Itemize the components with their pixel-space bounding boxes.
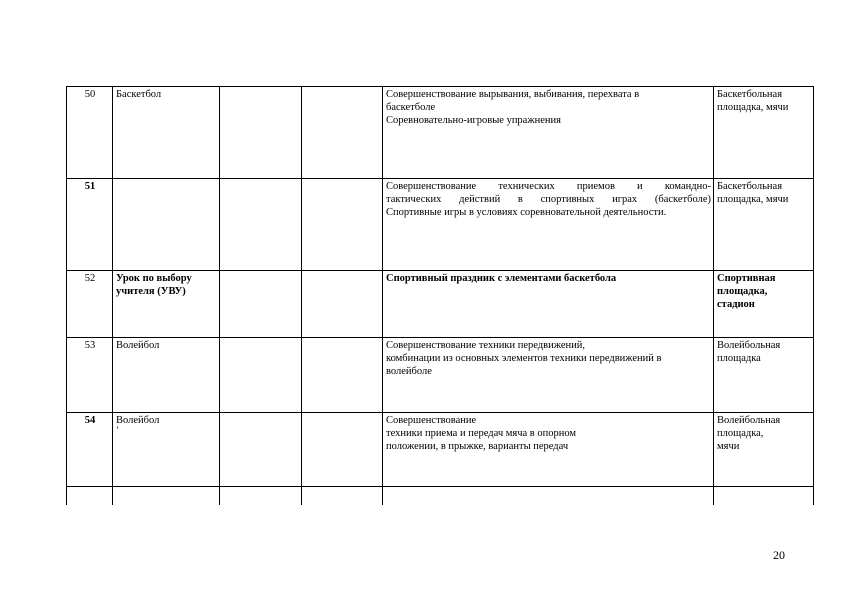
page-number: 20 xyxy=(773,548,785,562)
content-line: Спортивный праздник с элементами баскетбола xyxy=(386,273,617,284)
empty-cell xyxy=(220,487,302,505)
lesson-content xyxy=(383,87,714,179)
content-line: комбинации из основных элементов техники передвижений в xyxy=(386,353,662,364)
content-line: Спортивные игры в условиях соревновательной деятельности. xyxy=(386,207,667,218)
equipment-line: площадка, мячи xyxy=(717,102,789,113)
table-row xyxy=(67,87,814,179)
empty-cell xyxy=(220,87,302,179)
lesson-number: 54 xyxy=(67,413,113,487)
table-row xyxy=(67,338,814,413)
lesson-equipment xyxy=(714,87,814,179)
equipment-line: площадка xyxy=(717,353,761,364)
empty-cell xyxy=(383,487,714,505)
empty-cell xyxy=(302,413,383,487)
lesson-number: 52 xyxy=(67,271,113,338)
empty-cell xyxy=(220,413,302,487)
content-line: положении, в прыжке, варианты передач xyxy=(386,441,569,452)
equipment-line: Волейбольная xyxy=(717,415,781,426)
lesson-topic xyxy=(113,413,220,487)
lesson-plan-table xyxy=(66,86,814,505)
topic-line: Волейбол xyxy=(116,415,160,426)
empty-cell xyxy=(220,338,302,413)
lesson-equipment xyxy=(714,179,814,271)
topic-line: учителя (УВУ) xyxy=(116,286,186,297)
empty-cell xyxy=(302,338,383,413)
equipment-line: Баскетбольная xyxy=(717,89,783,100)
topic-line: Урок по выбору xyxy=(116,273,192,284)
content-line: тактических действий в спортивных играх (баскетболе) xyxy=(386,194,711,205)
equipment-line: Спортивная xyxy=(717,273,776,284)
table-row xyxy=(67,487,814,505)
equipment-line: площадка, xyxy=(717,428,764,439)
content-line: баскетболе xyxy=(386,102,436,113)
table-row xyxy=(67,179,814,271)
empty-cell xyxy=(302,271,383,338)
lesson-topic: Баскетбол xyxy=(113,87,220,179)
lesson-content xyxy=(383,413,714,487)
equipment-line: стадион xyxy=(717,299,755,310)
lesson-topic xyxy=(113,271,220,338)
empty-cell xyxy=(302,179,383,271)
content-line: Соревновательно-игровые упражнения xyxy=(386,115,561,126)
lesson-equipment xyxy=(714,271,814,338)
empty-cell xyxy=(302,87,383,179)
lesson-number: 53 xyxy=(67,338,113,413)
content-line: волейболе xyxy=(386,366,432,377)
lesson-topic: Волейбол xyxy=(113,338,220,413)
lesson-content xyxy=(383,179,714,271)
equipment-line: площадка, xyxy=(717,286,768,297)
equipment-line: Баскетбольная xyxy=(717,181,783,192)
empty-cell xyxy=(302,487,383,505)
equipment-line: мячи xyxy=(717,441,740,452)
content-line: Совершенствование техники передвижений, xyxy=(386,340,585,351)
lesson-equipment xyxy=(714,413,814,487)
table-row xyxy=(67,271,814,338)
content-line: Совершенствование технических приемов и командно- xyxy=(386,181,711,192)
table-row xyxy=(67,413,814,487)
lesson-content xyxy=(383,271,714,338)
equipment-line: Волейбольная xyxy=(717,340,781,351)
lesson-number: 50 xyxy=(67,87,113,179)
topic-mark: ’ xyxy=(116,425,119,435)
content-line: техники приема и передач мяча в опорном xyxy=(386,428,577,439)
empty-cell xyxy=(714,487,814,505)
content-line: Совершенствование вырывания, выбивания, перехвата в xyxy=(386,89,640,100)
empty-cell xyxy=(220,179,302,271)
equipment-line: площадка, мячи xyxy=(717,194,789,205)
lesson-content xyxy=(383,338,714,413)
content-line: Совершенствование xyxy=(386,415,477,426)
lesson-number: 51 xyxy=(67,179,113,271)
lesson-equipment xyxy=(714,338,814,413)
empty-cell xyxy=(67,487,113,505)
empty-cell xyxy=(220,271,302,338)
lesson-topic xyxy=(113,179,220,271)
empty-cell xyxy=(113,487,220,505)
